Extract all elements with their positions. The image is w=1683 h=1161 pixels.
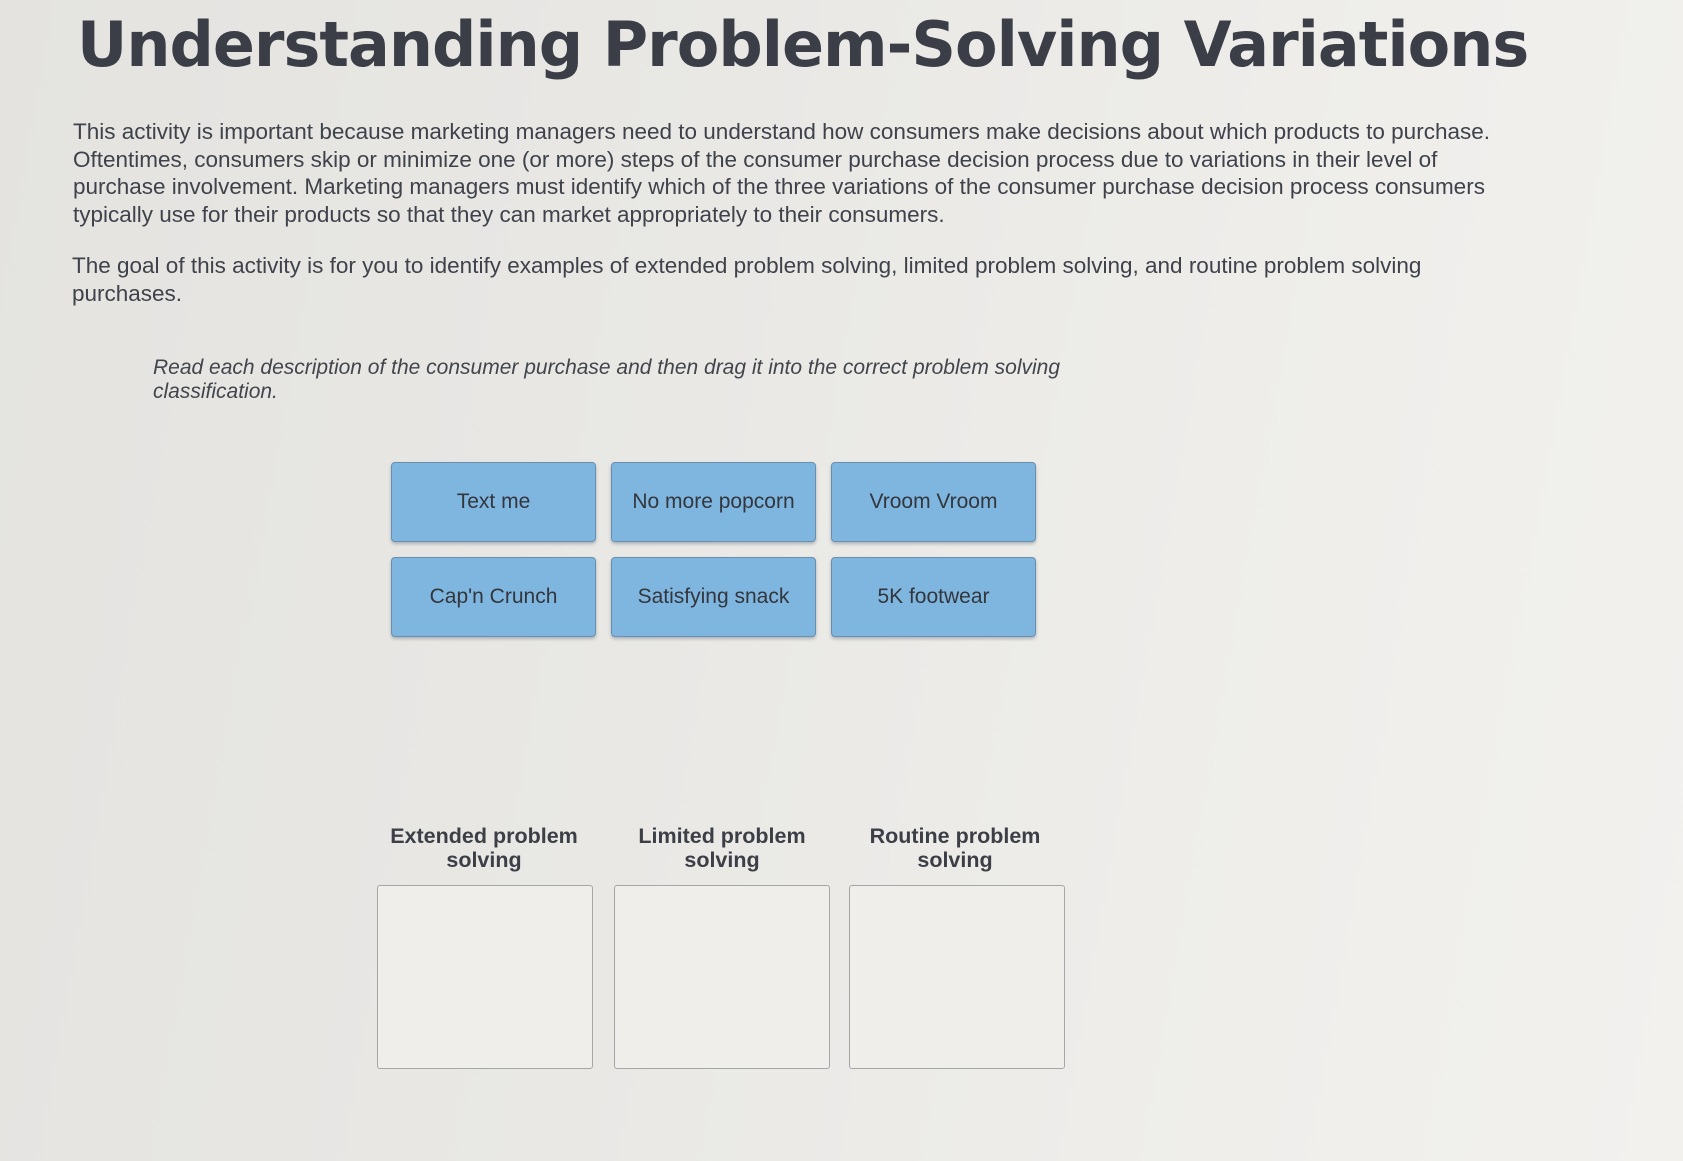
zone-label-routine: Routine problem solving: [869, 824, 1041, 872]
drop-zone-extended[interactable]: [377, 885, 593, 1069]
intro-paragraph: This activity is important because marketing managers need to understand how consumers make decisions about which products to purchase. Oftentimes, consumers skip or minimize one (or more) steps of the consumer purchase decision process due to variations in their level of purchase involvement. Marketing managers must identify which of the three variations of the consumer purchase decision process consumers typically use for their products so that they can market appropriately to their consumers.: [73, 119, 1490, 227]
instruction-text: Read each description of the consumer purchase and then drag it into the correct problem solving classification.: [153, 356, 1061, 403]
drag-card-capn-crunch[interactable]: Cap'n Crunch: [391, 557, 596, 637]
drag-card-text-me[interactable]: Text me: [391, 462, 596, 542]
drag-card-no-more-popcorn[interactable]: No more popcorn: [611, 462, 816, 542]
drop-zone-routine[interactable]: [849, 885, 1065, 1069]
drag-card-5k-footwear[interactable]: 5K footwear: [831, 557, 1036, 637]
drag-card-satisfying-snack[interactable]: Satisfying snack: [611, 557, 816, 637]
goal-paragraph: The goal of this activity is for you to identify examples of extended problem solving, limited problem solving, and routine problem solving purchases.: [72, 253, 1422, 306]
drag-card-vroom-vroom[interactable]: Vroom Vroom: [831, 462, 1036, 542]
page-title: Understanding Problem-Solving Variations: [77, 8, 1529, 81]
drop-zone-limited[interactable]: [614, 885, 830, 1069]
zone-label-extended: Extended problem solving: [390, 824, 578, 872]
zone-label-limited: Limited problem solving: [638, 824, 806, 872]
